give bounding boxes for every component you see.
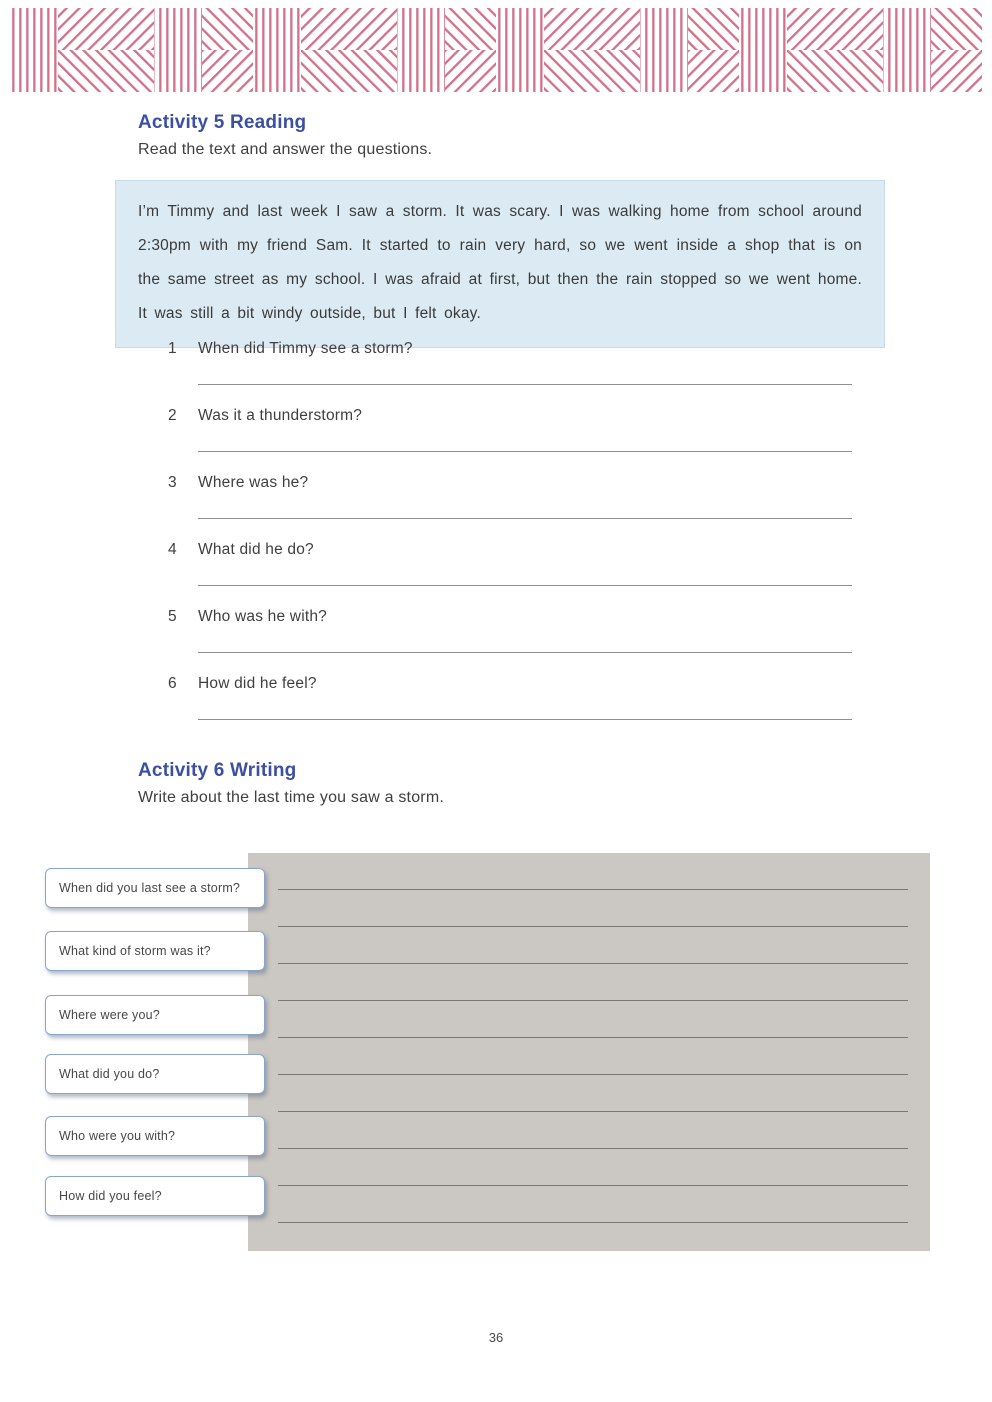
writing-line[interactable] [278,1037,908,1038]
prompt-box-when: When did you last see a storm? [45,868,265,908]
question-number: 3 [168,474,177,491]
writing-line[interactable] [278,1111,908,1112]
activity5-title: Activity 5 Reading [138,112,307,133]
writing-area [248,853,930,1251]
prompt-box-kind: What kind of storm was it? [45,931,265,971]
answer-line[interactable] [198,719,852,720]
activity5-instruction: Read the text and answer the questions. [138,141,433,158]
decorative-pattern-band [10,8,982,92]
prompt-box-feel: How did you feel? [45,1176,265,1216]
prompt-box-where: Where were you? [45,995,265,1035]
question-text: When did Timmy see a storm? [198,340,413,357]
questions-list [168,340,852,742]
answer-line[interactable] [198,518,852,519]
page-number: 36 [488,1330,504,1345]
question-item-6 [168,675,852,742]
writing-line[interactable] [278,926,908,927]
question-item-5 [168,608,852,675]
answer-line[interactable] [198,652,852,653]
question-number: 1 [168,340,177,357]
reading-passage-text: I’m Timmy and last week I saw a storm. It was scary. I was walking home from school around 2:30pm with my friend Sam. It started to rain very hard, so we went inside a shop that is on the same street as my school. I was afraid at first, but then the rain stopped so we went home. It was still a bit windy outside, but I felt okay. [138,203,862,322]
question-text: How did he feel? [198,675,317,692]
writing-line[interactable] [278,1074,908,1075]
geometric-pattern-icon [10,8,982,92]
question-text: Where was he? [198,474,309,491]
activity6-title: Activity 6 Writing [138,760,297,781]
prompt-box-what: What did you do? [45,1054,265,1094]
prompt-box-who: Who were you with? [45,1116,265,1156]
question-text: Was it a thunderstorm? [198,407,363,424]
answer-line[interactable] [198,585,852,586]
answer-line[interactable] [198,451,852,452]
question-number: 4 [168,541,177,558]
question-item-1 [168,340,852,407]
question-text: What did he do? [198,541,314,558]
question-number: 2 [168,407,177,424]
writing-line[interactable] [278,963,908,964]
answer-line[interactable] [198,384,852,385]
question-item-3 [168,474,852,541]
writing-line[interactable] [278,1185,908,1186]
writing-line[interactable] [278,889,908,890]
writing-line[interactable] [278,1000,908,1001]
question-text: Who was he with? [198,608,327,625]
reading-passage-box [115,180,885,348]
writing-line[interactable] [278,1222,908,1223]
question-item-2 [168,407,852,474]
question-item-4 [168,541,852,608]
activity6-instruction: Write about the last time you saw a storm. [138,789,445,806]
writing-line[interactable] [278,1148,908,1149]
question-number: 5 [168,608,177,625]
question-number: 6 [168,675,177,692]
